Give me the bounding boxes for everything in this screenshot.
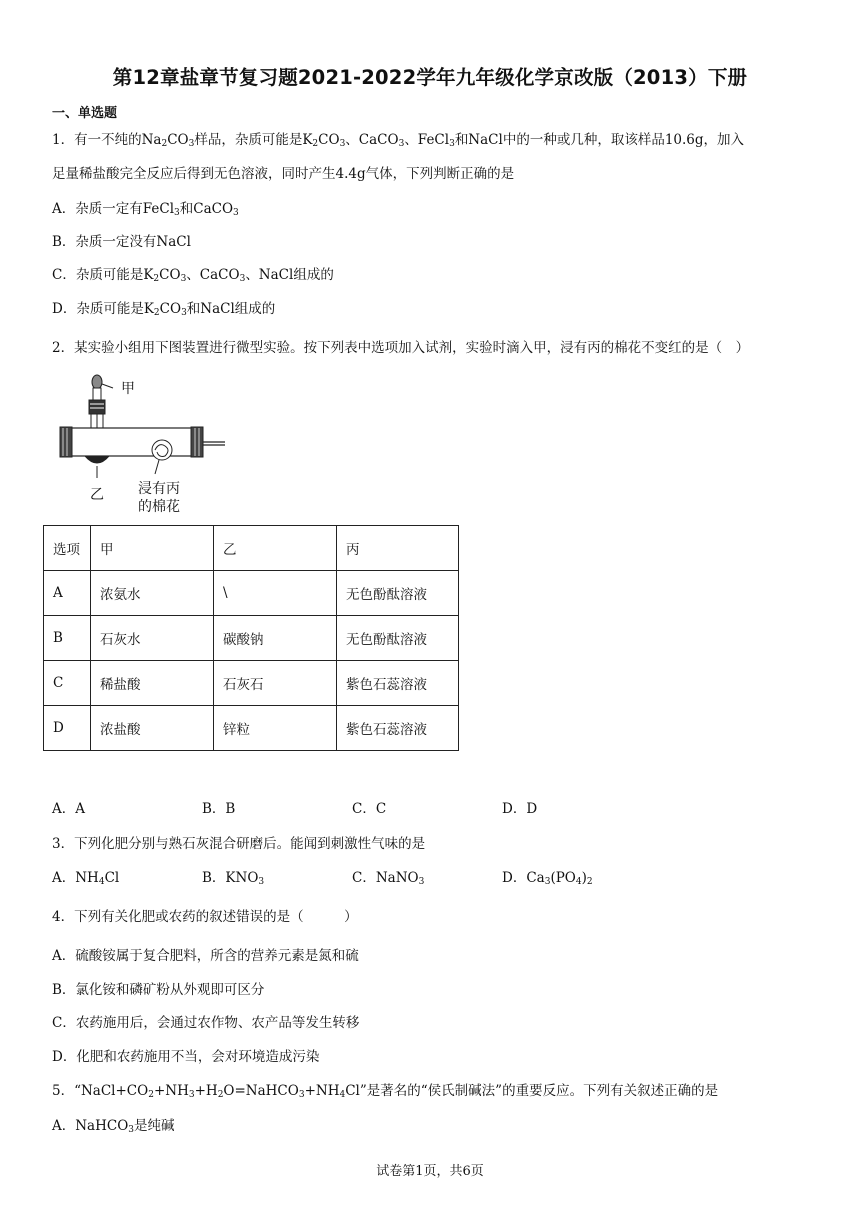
section-heading: 一、单选题 (52, 106, 118, 121)
table-cell: 紫色石蕊溶液 (337, 706, 459, 751)
table-header-cell: 乙 (214, 526, 337, 571)
q3-option-a: A．$NH_4Cl$ (52, 870, 120, 887)
q4-option-c: C．农药施用后，会通过农作物、农产品等发生转移 (52, 1015, 360, 1031)
table-cell: A (44, 571, 91, 616)
table-cell: \ (214, 571, 337, 616)
label-yi: 乙 (90, 487, 104, 503)
label-jia: 甲 (121, 381, 135, 397)
table-cell: 紫色石蕊溶液 (337, 661, 459, 706)
table-row (44, 571, 459, 616)
label-bing-line2: 的棉花 (138, 499, 180, 515)
q2-option-d: D．D (502, 801, 538, 817)
reagent-table (43, 525, 459, 751)
page-title: 第12章盐章节复习题2021-2022学年九年级化学京改版（2013）下册 (112, 66, 748, 89)
q2-stem: 2．某实验小组用下图装置进行微型实验。按下列表中选项加入试剂，实验时滴入甲，浸有丙的棉花不变红的是（ ） (52, 340, 750, 356)
q4-stem: 4．下列有关化肥或农药的叙述错误的是（ ） (52, 909, 358, 925)
q1-stem-line2: 足量稀盐酸完全反应后得到无色溶液，同时产生4.4g气体，下列判断正确的是 (52, 166, 515, 182)
table-cell: 碳酸钠 (214, 616, 337, 661)
q5-option-a: A．NaHCO$_3$是纯碱 (52, 1118, 175, 1135)
q5-stem: 5．“$NaCl+CO_2+NH_3+H_2O=NaHCO_3+NH_4Cl$”是著名的“侯氏制碱法”的重要反应。下列有关叙述正确的是 (52, 1083, 719, 1100)
apparatus-figure (55, 370, 235, 520)
table-cell: B (44, 616, 91, 661)
q2-option-c: C．C (352, 801, 387, 817)
q3-option-b: B．$KNO_3$ (202, 870, 265, 887)
q2-option-a: A．A (52, 801, 85, 817)
table-cell: C (44, 661, 91, 706)
q1-option-b: B．杂质一定没有NaCl (52, 234, 191, 250)
q3-option-c: C．NaNO$_3$ (352, 870, 425, 887)
table-header-cell: 选项 (44, 526, 91, 571)
q4-option-d: D．化肥和农药施用不当，会对环境造成污染 (52, 1049, 320, 1065)
table-cell: 锌粒 (214, 706, 337, 751)
table-cell: 石灰石 (214, 661, 337, 706)
q3-option-d: D．$Ca_3(PO_4)_2$ (502, 870, 593, 887)
table-row (44, 616, 459, 661)
q3-stem: 3．下列化肥分别与熟石灰混合研磨后。能闻到刺激性气味的是 (52, 836, 426, 852)
table-cell: 无色酚酞溶液 (337, 571, 459, 616)
table-cell: D (44, 706, 91, 751)
q4-option-b: B．氯化铵和磷矿粉从外观即可区分 (52, 982, 265, 998)
q1-stem-line1: 1．有一不纯的$Na_2CO_3$样品，杂质可能是$K_2CO_3$、CaCO$_3$、FeCl$_3$和NaCl中的一种或几种，取该样品10.6g，加入 (52, 132, 745, 149)
q4-option-a: A．硫酸铵属于复合肥料，所含的营养元素是氮和硫 (52, 948, 359, 964)
table-cell: 石灰水 (91, 616, 214, 661)
table-cell: 稀盐酸 (91, 661, 214, 706)
label-bing-line1: 浸有丙 (138, 481, 180, 497)
table-header-cell: 丙 (337, 526, 459, 571)
q1-option-a: A．杂质一定有FeCl$_3$和CaCO$_3$ (52, 201, 239, 218)
table-cell: 浓盐酸 (91, 706, 214, 751)
table-cell: 浓氨水 (91, 571, 214, 616)
table-row (44, 706, 459, 751)
page-footer: 试卷第1页，共6页 (376, 1164, 484, 1179)
table-header-row (44, 526, 459, 571)
q1-option-c: C．杂质可能是$K_2CO_3$、CaCO$_3$、NaCl组成的 (52, 267, 334, 284)
table-cell: 无色酚酞溶液 (337, 616, 459, 661)
q2-option-b: B．B (202, 801, 236, 817)
table-row (44, 661, 459, 706)
table-header-cell: 甲 (91, 526, 214, 571)
q1-option-d: D．杂质可能是$K_2CO_3$和NaCl组成的 (52, 301, 276, 318)
